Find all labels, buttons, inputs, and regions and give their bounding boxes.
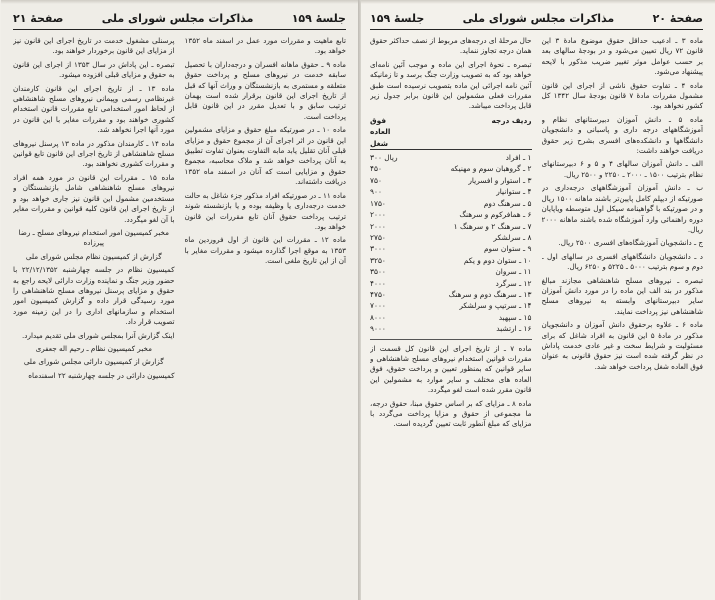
table-header: [370, 115, 532, 150]
rank-cell: ۳ ـ استوار و افسریار: [468, 175, 532, 185]
paragraph: الف ـ دانش آموزان سالهای ۴ و ۵ و ۶ دبیرستانهای نظام بترتیب ۱۵۰۰ ـ ۲۰۰۰ ـ ۲۲۵۰ و ۲۵۰۰ ریال.: [541, 159, 703, 179]
page-edge-shadow: [1, 0, 358, 4]
column-right: [185, 36, 347, 596]
paragraph: ب ـ دانش آموزان آموزشگاههای درجه‌داری در صورتیکه از دیپلم کامل پایین‌تر باشند ماهانه ۱۵۰۰ ریال و در صورتیکه با گواهینامه سیکل اول متوسطه ویاپایان دوره راهنمائی وارد آموزشگاه شده باشند ماهانه ۲۰۰۰ ریال.: [541, 183, 703, 234]
value-cell: ۲۰۰۰: [370, 221, 386, 231]
paragraph: ماده ۷ ـ از تاریخ اجرای این قانون کل قسمت از مقررات قوانین استخدام نیروهای مسلح شاهنشاهی و سایر قوانین که بمنظور تعیین و پرداخت حقوق، فوق العاده های مختلف و سایر موارد به مشمولین این قانون مقرر شده است لغو میگردد.: [370, 343, 532, 395]
rank-cell: ۱۱ ـ سروان: [495, 267, 532, 277]
paragraph: ماده ۶ ـ علاوه برحقوق دانش آموزان و دانشجویان مذکور در مادهٔ ۵ این قانون به افراد شاغل که برای مسئولیت و شرایط سخت و غیر عادی خدمت پاداش در نظر گرفته شده است نیز حقوق قانونی به عنوان فوق العاده شغل پرداخت خواهد شد.: [541, 320, 703, 371]
rank-cell: ۴ ـ ستوانیار: [496, 187, 532, 197]
value-cell: ۷۰۰۰: [370, 301, 386, 311]
paragraph: ماده ۵ ـ دانش آموزان دبیرستانهای نظام و آموزشگاههای درجه داری و پاسبانی و دانشجویان دانشگاهها و دانشکده‌های افسری بشرح زیر حقوق دریافت خواهند داشت:: [541, 114, 703, 156]
page-header: [13, 10, 346, 30]
table-row: [370, 300, 532, 311]
column-left: [13, 36, 175, 596]
text-columns: [13, 36, 346, 596]
paragraph: ماده ۹ ـ حقوق ماهانه افسران و درجه‌داران با تحصیل سابقه خدمت در نیروهای مسلح و پرداخت حقوق متعلقه و مستمری به بازنشستگان و وراث آنها که قبل از تاریخ اجرای این قانون برقرار شده است بهمان ترتیب سابق و با تعدیل مقرر در این قانون قابل پرداخت است.: [184, 59, 346, 121]
table-row: [370, 312, 532, 323]
divider: [370, 339, 532, 340]
value-cell: ۹۰۰۰: [370, 324, 386, 334]
value-cell: ۳۰۰۰: [370, 244, 386, 254]
rank-cell: ۲ ـ گروهبان سوم و مهنیکه: [450, 164, 532, 174]
paragraph: اینک گزارش آنرا بمجلس شورای ملی تقدیم میدارد.: [21, 330, 175, 340]
section-heading: گزارش از کمیسیون دارائی مجلس شورای ملی: [23, 357, 164, 367]
table-header-value: فوق العاده شغل: [370, 115, 391, 148]
rank-cell: ۱۳ ـ سرهنگ دوم و سرهنگ: [448, 289, 532, 299]
value-cell: ۴۵۰: [370, 164, 382, 174]
rank-cell: ۱۴ ـ سرتیپ و سرلشکر: [459, 301, 532, 311]
table-row: [370, 186, 532, 197]
paragraph: ماده ۳ ـ ادعیب حداقل حقوق موضوع مادهٔ ۳ این قانون ۷۲ ریال تعیین می‌شود و در بودجهٔ سالهای بعد بر حسب عوامل موثر تغییر ضریب مذکور با لایحه پیشنهاد می‌شود.: [541, 36, 703, 77]
table-row: [370, 278, 532, 289]
value-cell: ۴۰۰۰: [370, 278, 386, 288]
table-row: [370, 243, 532, 254]
table-header-rank: ردیف درجه: [491, 115, 532, 125]
table-row: [370, 221, 532, 232]
paragraph: ماده ۱۴ ـ کارمندان مذکور در ماده ۱۳ پرسنل نیروهای مسلح شاهنشاهی از تاریخ اجرای این قانون تابع قوانین و مقررات کشوری نخواهند بود.: [13, 138, 175, 169]
rank-cell: ۸ ـ سرلشکر: [493, 232, 532, 242]
value-cell: ۲۷۵۰: [370, 232, 386, 242]
table-row: [370, 323, 532, 334]
value-cell: ۹۰۰: [370, 187, 382, 197]
rank-cell: ۹ ـ ستوان سوم: [483, 244, 532, 254]
paragraph: ماده ۸ ـ مزایای که بر اساس حقوق مبنا، حقوق درجه، ما مجموعی از حقوق و مزایا پرداخت می‌گردد با مزایای که مبلغ آنطور ثابت تعیین گردیده است.: [370, 398, 532, 429]
table-row: [370, 209, 532, 220]
value-cell: ۳۲۵۰: [370, 255, 386, 265]
table-row: [370, 232, 532, 243]
table-row: [370, 198, 532, 209]
page-20: [358, 0, 715, 600]
paragraph: ماده ۱۱ ـ در صورتیکه افراد مذکور جزء شاغل به حالت خدمت درجه‌داری یا وظیفه بوده و یا بازنشسته شوند ترتیب پرداخت حقوق آنان تابع مقررات این قانون خواهد بود.: [184, 190, 346, 231]
page-edge-shadow: [358, 0, 715, 4]
table-row: [370, 255, 532, 266]
page-21: [1, 0, 358, 600]
value-cell: ۳۰۰ ریال: [370, 153, 398, 163]
table-row: [370, 163, 532, 174]
session-label: جلسهٔ ۱۵۹: [291, 11, 346, 25]
journal-title: مذاکرات مجلس شورای ملی: [462, 11, 615, 25]
paragraph: تبصره ـ نیروهای مسلح شاهنشاهی مجازند مبالغ مذکور در بند الف این ماده را در مورد دانش آموزان سایر دبیرستانهای وابسته به نیروهای مسلح شاهنشاهی نیز پرداخت نمایند.: [541, 275, 703, 316]
value-cell: ۸۰۰۰: [370, 312, 386, 322]
rank-cell: ۷ ـ سرهنگ ۲ و سرهنگ ۱: [453, 221, 532, 231]
value-cell: ۴۷۵۰: [370, 289, 386, 299]
paragraph: ج ـ دانشجویان آموزشگاه‌های افسری ۲۵۰۰ ریال.: [558, 238, 703, 248]
table-row: [370, 152, 532, 163]
text-columns: [370, 36, 703, 596]
column-right: [542, 36, 704, 596]
rank-cell: ۶ ـ همافرکوم و سرهنگ: [459, 210, 532, 220]
value-cell: ۷۵۰: [370, 175, 382, 185]
paragraph: تبصره ـ این پاداش در سال ۱۳۵۳ از اجرای این قانون به حقوق و مزایای قبلی افزوده میشود.: [13, 59, 175, 80]
table-row: [370, 289, 532, 300]
column-left: [370, 36, 532, 596]
signature-line: مخبر کمیسیون نظام ـ رحیم اله جعفری: [35, 343, 152, 353]
page-header: [370, 10, 703, 30]
paragraph: تابع ماهیت و مقررات مورد عمل در اسفند ماه ۱۳۵۲ خواهد بود.: [184, 36, 346, 56]
paragraph: ماده ۱۲ ـ مقررات این قانون از اول فروردین ماه ۱۳۵۳ به موقع اجرا گذارده میشود و مقررات مغایر با آن از این تاریخ ملغی است.: [184, 235, 346, 266]
paragraph: د ـ دانشجویان دانشگاههای افسری در سالهای اول ـ دوم و سوم بترتیب ۵۰۰۰ ـ ۵۲۲۵ و ۶۲۵۰ ریال.: [541, 251, 703, 272]
paragraph: ماده ۴ ـ تفاوت حقوق ناشی از اجرای این قانون مشمول مقررات مادهٔ ۷ قانون بودجهٔ سال ۱۳۴۲ کل کشور نخواهد بود.: [541, 80, 703, 111]
value-cell: ۲۰۰۰: [370, 210, 386, 220]
rank-cell: ۱۰ ـ ستوان دوم و یکم: [463, 255, 532, 265]
value-cell: ۱۷۵۰: [370, 198, 386, 208]
rank-cell: ۱۲ ـ سرگرد: [495, 278, 532, 288]
table-row: [370, 266, 532, 277]
rank-cell: ۱۵ ـ سپهبد: [498, 312, 532, 322]
paragraph: ماده ۱۰ ـ در صورتیکه مبلغ حقوق و مزایای مشمولین این قانون در اثر اجرای آن از مجموع حقوق و مزایای قبلی آنان تقلیل یابد مابه التفاوت بعنوان تفاوت تطبیق به آنان پرداخت خواهد شد و ملاک محاسبه، مجموع حقوق و مزایایی است که آنان در اسفند ماه ۱۳۵۲ دریافت داشته‌اند.: [184, 125, 346, 187]
paragraph: کمیسیون نظام در جلسه چهارشنبه ۲۲/۱۲/۱۳۵۲ با حضور وزیر جنگ و نماینده وزارت دارائی لایحه راجع به حقوق و مزایای پرسنل نیروهای مسلح شاهنشاهی را مورد رسیدگی قرار داده و گزارش کمیسیون امور استخدام و سازمانهای اداری را در این زمینه مورد تصویب قرار داد.: [13, 265, 175, 327]
table-row: [370, 175, 532, 186]
rank-cell: ۱۶ ـ ارتشبد: [496, 324, 532, 334]
section-heading: گزارش از کمیسیون نظام مجلس شورای ملی: [25, 251, 162, 261]
paragraph: حال مرحلهٔ ای درجه‌های مربوط از نصف حداکثر حقوق همان درجه تجاوز ننماید.: [370, 36, 532, 56]
journal-title: مذاکرات مجلس شورای ملی: [101, 11, 254, 25]
signature-line: مخبر کمیسیون امور استخدام نیروهای مسلح ـ رضا پیرزاده: [18, 227, 169, 248]
paragraph: پرسنلی مشغول خدمت در تاریخ اجرای این قانون نیز از مزایای این قانون برخوردار خواهند بود.: [13, 36, 175, 56]
rank-cell: ۵ ـ سرهنگ دوم: [483, 198, 532, 208]
paragraph: ماده ۱۳ ـ از تاریخ اجرای این قانون کارمندان غیرنظامی رسمی وپیمانی نیروهای مسلح شاهنشاهی از لحاظ امور استخدامی تابع مقررات قانون استخدام کشوری خواهند بود و مقررات مغایر با این قانون در مورد آنها اجرا نخواهد شد.: [13, 83, 175, 135]
paragraph: تبصره ـ نحوهٔ اجرای این ماده و موجب آئین نامه‌ای خواهد بود که به تصویب وزارت جنگ برسد و تا زمانیکه آئین نامه اجرائی این ماده بتصویب نرسیده است طبق مقررات فعلی مشمولین این قانون برابر جدول زیر قابل پرداخت میباشد.: [370, 59, 532, 111]
page-number-label: صفحهٔ ۲۱: [13, 11, 64, 25]
value-cell: ۳۵۰۰: [370, 267, 386, 277]
rank-cell: ۱ ـ افراد: [505, 153, 532, 163]
paragraph: کمیسیون دارائی در جلسه چهارشنبه ۲۲ اسفندماه: [28, 370, 175, 380]
paragraph: ماده ۱۵ ـ مقررات این قانون در مورد همه افراد نیروهای مسلح شاهنشاهی شامل بازنشستگان و مستخدمین مشمول این قانون نیز جاری خواهد بود و از تاریخ اجرای این قانون کلیه قوانین و مقررات مغایر با آن لغو میگردد.: [13, 172, 175, 224]
page-number-label: صفحهٔ ۲۰: [652, 11, 703, 25]
allowance-table: [370, 152, 532, 335]
session-label: جلسهٔ ۱۵۹: [370, 11, 425, 25]
